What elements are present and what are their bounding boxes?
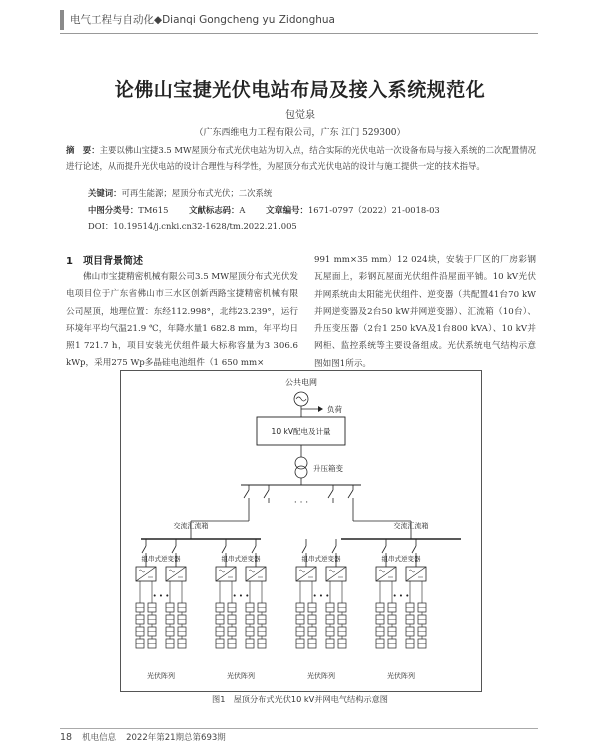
transformer-coil-lower <box>295 466 307 478</box>
issue-info: 2022年第21期总第693期 <box>126 733 226 743</box>
inverter-symbol <box>246 567 266 581</box>
transformer-label: 升压箱变 <box>313 464 343 473</box>
load-label: 负荷 <box>327 405 342 414</box>
article-no-label: 文章编号： <box>266 205 308 215</box>
pv-array-label: 光伏阵列 <box>147 672 175 680</box>
inverter-symbol <box>296 567 316 581</box>
figure-caption: 图1 屋顶分布式光伏10 kV并网电气结构示意图 <box>212 694 388 704</box>
distribution-label: 10 kV配电及计量 <box>271 427 331 436</box>
breaker-icon <box>264 490 269 498</box>
section-heading: 1 项目背景简述 <box>66 256 143 267</box>
classification-line <box>88 204 458 216</box>
doc-code-value: A <box>239 205 246 215</box>
combiner-label-left: 交流汇流箱 <box>173 522 209 530</box>
ac-wave-icon <box>219 570 225 572</box>
electrical-diagram <box>121 371 481 691</box>
body-paragraph-col1: 佛山市宝捷精密机械有限公司3.5 MW屋顶分布式光伏发电项目位于广东省佛山市三水区创新西路宝捷精密机械有限公司屋顶，地理位置：东经112.998°，北纬23.239°，运行环境年平均气温21.9 ℃，年降水量1 682.8 mm，年平均日照1 721.7 h，项目安装光伏组件最大标称容量为3 306.6 kWp，采用275 Wp多晶硅电池组件（1 650 mm× <box>66 272 298 369</box>
pv-array-label: 光伏阵列 <box>387 672 415 680</box>
breaker-icon <box>244 490 249 498</box>
header-rule <box>60 33 538 34</box>
doi-value: 10.19514/j.cnki.cn32-1628/tm.2022.21.005 <box>113 221 297 231</box>
keywords <box>88 187 272 199</box>
footer <box>60 731 226 743</box>
strings-ellipsis: • • • <box>232 592 250 600</box>
inverter-symbol <box>376 567 396 581</box>
abstract <box>66 142 536 174</box>
abstract-text: 主要以佛山宝捷3.5 MW屋顶分布式光伏电站为切入点，结合实际的光伏电站一次设备布局与接入系统的二次配置情况进行论述，从而提升光伏电站的设计合理性与科学性，为屋顶分布式光伏电站的设计与施工提供一定的技术指导。 <box>66 145 536 171</box>
figure-frame <box>120 370 482 692</box>
load-arrow-icon <box>318 406 323 412</box>
keywords-text: 可再生能源；屋顶分布式光伏；二次系统 <box>121 188 273 198</box>
ac-wave-icon <box>249 570 255 572</box>
keywords-label: 关键词： <box>88 188 122 198</box>
doi-label: DOI： <box>88 221 114 231</box>
breaker-icon <box>222 546 226 553</box>
ac-wave-icon <box>409 570 415 572</box>
ac-wave-icon <box>139 570 145 572</box>
inverter-label: 组串式逆变器 <box>221 555 261 563</box>
strings-ellipsis: • • • <box>392 592 410 600</box>
running-header: 电气工程与自动化◆Dianqi Gongcheng yu Zidonghua <box>70 14 335 26</box>
author: 包觉泉 <box>285 110 315 121</box>
diagram-branches <box>136 485 461 680</box>
breaker-icon <box>252 546 256 553</box>
pv-array-label: 光伏阵列 <box>307 672 335 680</box>
ac-wave-icon <box>169 570 175 572</box>
combiner-label-right: 交流汇流箱 <box>393 522 429 530</box>
affiliation: （广东西维电力工程有限公司，广东 江门 529300） <box>194 128 406 138</box>
ac-wave-icon <box>296 397 306 401</box>
footer-rule <box>60 728 538 729</box>
inverter-label: 组串式逆变器 <box>301 555 341 563</box>
breaker-icon <box>142 546 146 553</box>
ac-wave-icon <box>329 570 335 572</box>
strings-ellipsis: • • • <box>312 592 330 600</box>
inverter-symbol <box>136 567 156 581</box>
ac-wave-icon <box>379 570 385 572</box>
breaker-icon <box>348 490 353 498</box>
inverter-symbol <box>326 567 346 581</box>
breaker-icon <box>172 546 176 553</box>
inverter-label: 组串式逆变器 <box>141 555 181 563</box>
ac-wave-icon <box>299 570 305 572</box>
breaker-icon <box>328 490 333 498</box>
article-title: 论佛山宝捷光伏电站布局及接入系统规范化 <box>114 79 486 101</box>
breaker-icon <box>332 546 336 553</box>
breaker-icon <box>302 546 306 553</box>
inverter-symbol <box>166 567 186 581</box>
header-bar <box>60 10 64 30</box>
clc-label: 中图分类号： <box>88 205 139 215</box>
page-number: 18 <box>60 732 73 743</box>
breaker-icon <box>382 546 386 553</box>
breaker-icon <box>412 546 416 553</box>
abstract-label: 摘 要： <box>66 145 100 155</box>
body-paragraph-col2: 991 mm×35 mm）12 024块，安装于厂区的厂房彩钢瓦屋面上，彩钢瓦屋面光伏组件沿屋面平铺。10 kV光伏并网系统由太阳能光伏组件、逆变器（共配置41台70 kW并网逆变器及2台50 kW并网逆变器）、汇流箱（10台）、升压变压器（2台1 250 kVA及1台800 kVA）、10 kV并网柜、监控系统等主要设备组成。光伏系统电气结构示意图如图1所示。 <box>314 255 536 369</box>
strings-ellipsis: • • • <box>152 592 170 600</box>
article-no-value: 1671-0797（2022）21-0018-03 <box>307 205 440 215</box>
inverter-symbol <box>216 567 236 581</box>
grid-label: 公共电网 <box>285 378 317 387</box>
journal-name: 机电信息 <box>82 733 117 743</box>
bus-ellipsis: · · · <box>293 498 309 508</box>
doi-line <box>88 220 297 232</box>
clc-value: TM615 <box>138 205 169 215</box>
doc-code-label: 文献标志码： <box>189 205 240 215</box>
inverter-symbol <box>406 567 426 581</box>
pv-array-label: 光伏阵列 <box>227 672 255 680</box>
inverter-label: 组串式逆变器 <box>381 555 421 563</box>
